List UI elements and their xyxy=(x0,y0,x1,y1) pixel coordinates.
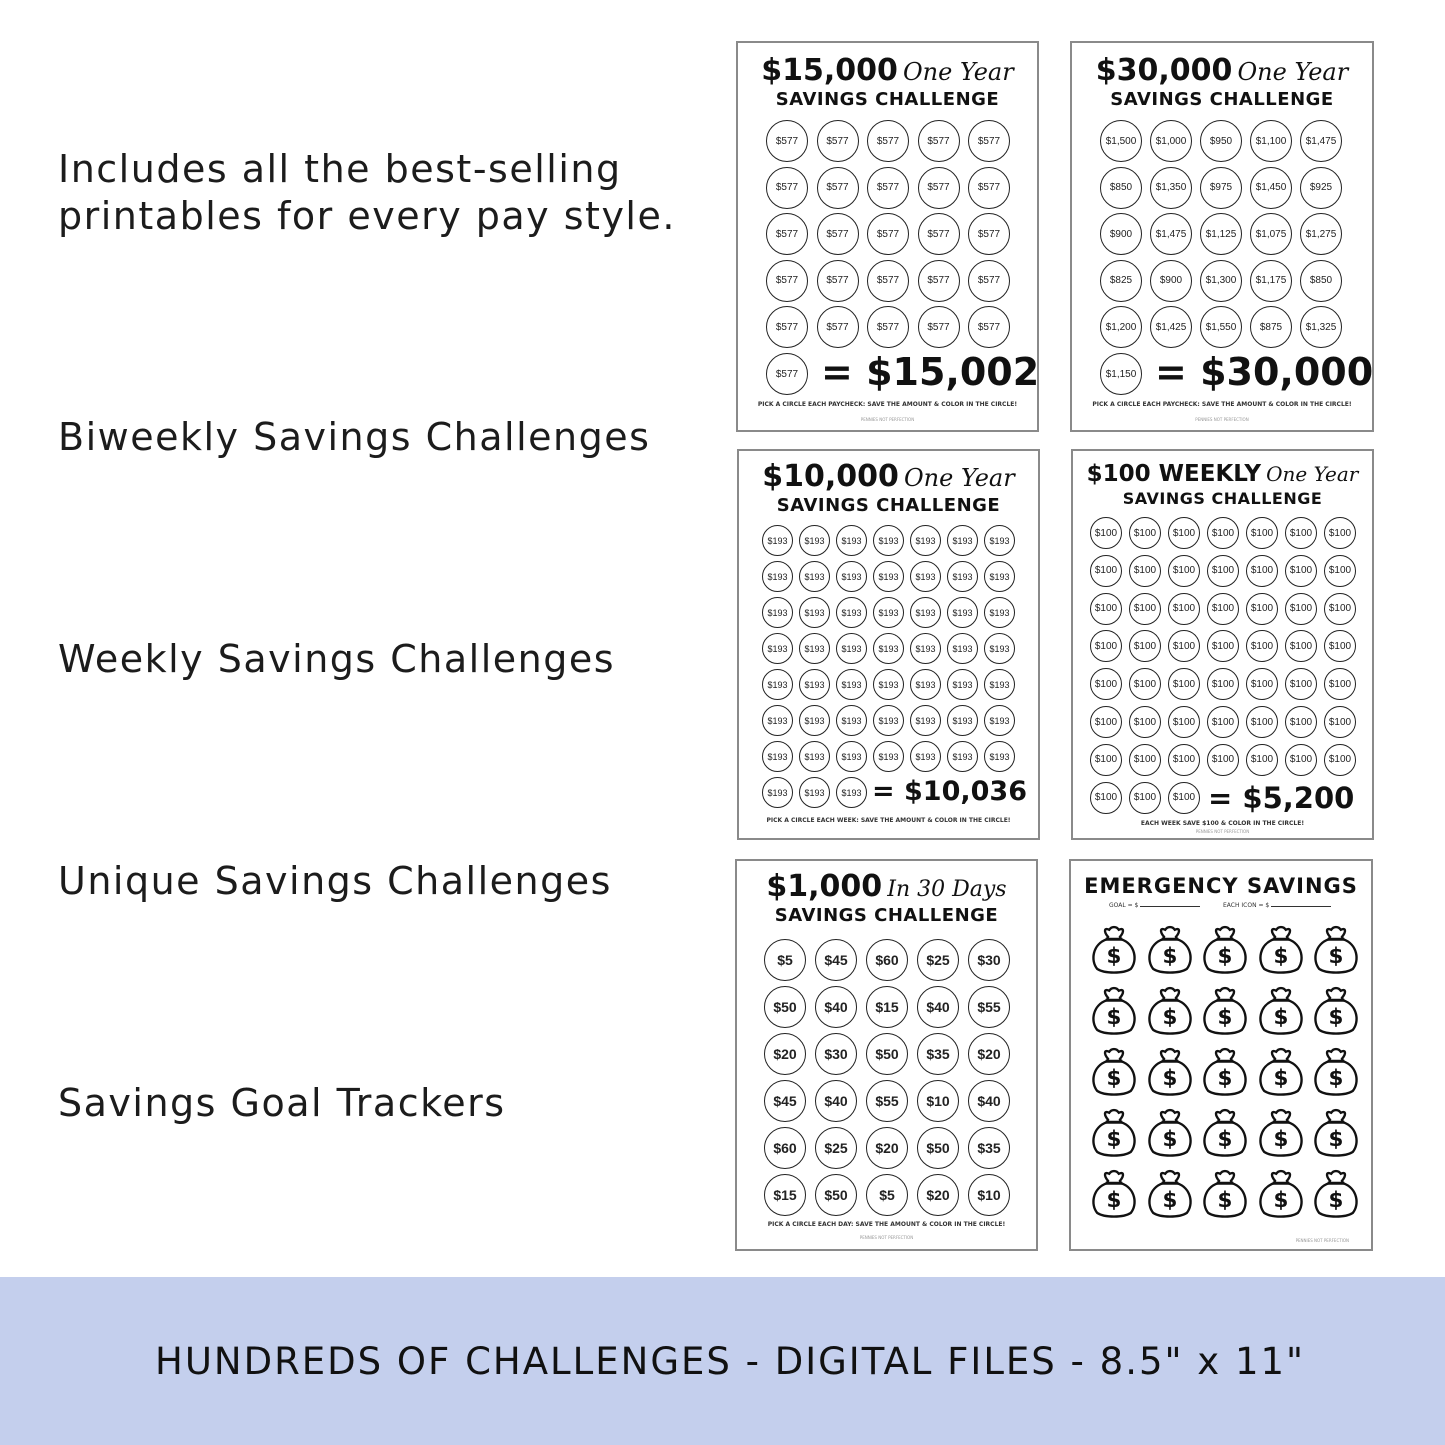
savings-circle: $577 xyxy=(817,260,859,302)
savings-circle: $100 xyxy=(1129,744,1161,776)
card-subtitle: SAVINGS CHALLENGE xyxy=(775,89,1000,110)
money-bag-icon xyxy=(1201,925,1249,975)
card-script: One Year xyxy=(904,464,1015,492)
savings-circle: $850 xyxy=(1100,167,1142,209)
savings-circle: $1,275 xyxy=(1300,213,1342,255)
savings-circle: $193 xyxy=(799,597,830,628)
money-bag-icon xyxy=(1257,1108,1305,1158)
savings-circle: $193 xyxy=(947,525,978,556)
card-footer: PICK A CIRCLE EACH PAYCHECK: SAVE THE AMOUNT & COLOR IN THE CIRCLE! xyxy=(1092,401,1352,408)
savings-circle: $975 xyxy=(1200,167,1242,209)
savings-circle: $100 xyxy=(1090,555,1122,587)
money-bag-icon xyxy=(1146,986,1194,1036)
savings-circle: $193 xyxy=(799,633,830,664)
feature-goal-trackers: Savings Goal Trackers xyxy=(58,1081,506,1125)
money-bag-icon xyxy=(1312,986,1360,1036)
savings-circle: $100 xyxy=(1324,706,1356,738)
money-bag-icon xyxy=(1257,1169,1305,1219)
savings-circle: $100 xyxy=(1090,782,1122,814)
savings-circle: $50 xyxy=(866,1033,908,1075)
savings-circle: $193 xyxy=(873,633,904,664)
savings-circle: $577 xyxy=(968,167,1010,209)
savings-circle: $193 xyxy=(873,597,904,628)
savings-circle: $100 xyxy=(1090,744,1122,776)
savings-circle: $193 xyxy=(984,561,1015,592)
savings-circle: $100 xyxy=(1285,593,1317,625)
card-subtitle: SAVINGS CHALLENGE xyxy=(776,495,1001,516)
savings-circle: $193 xyxy=(799,705,830,736)
card-1000-30-days-challenge xyxy=(735,859,1038,1251)
savings-circle: $30 xyxy=(815,1033,857,1075)
savings-circle: $20 xyxy=(968,1033,1010,1075)
card-title xyxy=(1073,461,1372,487)
card-amount: $10,000 xyxy=(762,459,899,494)
savings-circle: $100 xyxy=(1324,744,1356,776)
money-bag-icon xyxy=(1201,986,1249,1036)
savings-circle: $577 xyxy=(918,213,960,255)
savings-circle: $100 xyxy=(1246,706,1278,738)
savings-circle: $193 xyxy=(836,741,867,772)
savings-circle: $577 xyxy=(867,306,909,348)
svg-text:$: $ xyxy=(1273,944,1288,970)
savings-circle: $60 xyxy=(866,939,908,981)
savings-circle: $100 xyxy=(1090,630,1122,662)
savings-circle: $100 xyxy=(1168,593,1200,625)
savings-circle: $100 xyxy=(1285,517,1317,549)
card-footer: PICK A CIRCLE EACH DAY: SAVE THE AMOUNT & COLOR IN THE CIRCLE! xyxy=(767,1221,1006,1228)
savings-circle: $950 xyxy=(1200,120,1242,162)
money-bag-icon xyxy=(1257,925,1305,975)
savings-circle: $10 xyxy=(917,1080,959,1122)
savings-circle: $100 xyxy=(1246,744,1278,776)
savings-circle: $100 xyxy=(1324,517,1356,549)
savings-circle: $193 xyxy=(910,561,941,592)
savings-circle: $193 xyxy=(947,669,978,700)
savings-circle: $20 xyxy=(917,1174,959,1216)
savings-circle: $577 xyxy=(766,167,808,209)
card-subtitle: SAVINGS CHALLENGE xyxy=(1110,89,1334,110)
savings-circle: $1,450 xyxy=(1250,167,1292,209)
card-brand: PENNIES NOT PERFECTION xyxy=(859,1235,914,1240)
savings-circle: $100 xyxy=(1246,593,1278,625)
savings-circle: $193 xyxy=(762,669,793,700)
savings-circle: $193 xyxy=(836,597,867,628)
svg-text:$: $ xyxy=(1328,1127,1344,1153)
savings-circle: $193 xyxy=(873,525,904,556)
savings-circle: $193 xyxy=(947,633,978,664)
savings-circle: $193 xyxy=(873,669,904,700)
savings-circle: $875 xyxy=(1250,306,1292,348)
savings-circle: $100 xyxy=(1129,630,1161,662)
savings-circle: $100 xyxy=(1129,517,1161,549)
savings-circle: $577 xyxy=(817,167,859,209)
savings-circle: $5 xyxy=(764,939,806,981)
money-bag-icon xyxy=(1312,1047,1360,1097)
card-title xyxy=(1072,53,1372,88)
card-total: = $15,002 xyxy=(821,350,1040,394)
savings-circle: $100 xyxy=(1168,555,1200,587)
savings-circle: $100 xyxy=(1207,593,1239,625)
savings-circle: $40 xyxy=(815,986,857,1028)
card-script: One Year xyxy=(903,58,1014,86)
savings-circle: $193 xyxy=(984,741,1015,772)
savings-circle: $577 xyxy=(817,213,859,255)
card-total: = $10,036 xyxy=(872,776,1027,807)
svg-text:$: $ xyxy=(1217,1127,1233,1153)
card-total: = $5,200 xyxy=(1208,781,1355,815)
savings-circle: $577 xyxy=(968,260,1010,302)
svg-text:$: $ xyxy=(1106,1188,1122,1214)
svg-text:$: $ xyxy=(1217,944,1233,970)
savings-circle: $30 xyxy=(968,939,1010,981)
svg-text:$: $ xyxy=(1162,944,1177,970)
savings-circle: $577 xyxy=(817,120,859,162)
card-amount: $100 WEEKLY xyxy=(1086,461,1261,487)
savings-circle: $100 xyxy=(1285,706,1317,738)
savings-circle: $20 xyxy=(866,1127,908,1169)
card-footer: PICK A CIRCLE EACH WEEK: SAVE THE AMOUNT & COLOR IN THE CIRCLE! xyxy=(766,817,1011,824)
savings-circle: $100 xyxy=(1129,706,1161,738)
money-bag-icon xyxy=(1257,1047,1305,1097)
savings-circle: $577 xyxy=(867,260,909,302)
money-bag-icon xyxy=(1090,925,1138,975)
money-bag-icon xyxy=(1312,1169,1360,1219)
card-subtitle: SAVINGS CHALLENGE xyxy=(774,905,999,926)
savings-circle: $45 xyxy=(764,1080,806,1122)
savings-circle: $1,000 xyxy=(1150,120,1192,162)
savings-circle: $577 xyxy=(918,306,960,348)
savings-circle: $193 xyxy=(984,597,1015,628)
savings-circle: $193 xyxy=(873,741,904,772)
savings-circle: $193 xyxy=(799,741,830,772)
savings-circle: $1,100 xyxy=(1250,120,1292,162)
savings-circle: $100 xyxy=(1129,782,1161,814)
money-bag-icon xyxy=(1090,1047,1138,1097)
svg-text:$: $ xyxy=(1106,944,1122,970)
card-total: = $30,000 xyxy=(1155,350,1374,394)
savings-circle: $193 xyxy=(762,561,793,592)
svg-text:$: $ xyxy=(1217,1066,1233,1092)
savings-circle: $193 xyxy=(836,633,867,664)
money-bag-icon xyxy=(1146,1047,1194,1097)
money-bag-icon xyxy=(1146,1108,1194,1158)
savings-circle: $1,200 xyxy=(1100,306,1142,348)
savings-circle: $100 xyxy=(1285,668,1317,700)
savings-circle: $100 xyxy=(1168,744,1200,776)
savings-circle: $1,300 xyxy=(1200,260,1242,302)
savings-circle: $40 xyxy=(815,1080,857,1122)
savings-circle: $193 xyxy=(984,669,1015,700)
savings-circle: $193 xyxy=(984,525,1015,556)
savings-circle: $193 xyxy=(910,633,941,664)
card-script: One Year xyxy=(1237,58,1349,86)
savings-circle: $193 xyxy=(984,633,1015,664)
goal-label-text: GOAL = $ xyxy=(1109,902,1139,909)
savings-circle: $577 xyxy=(968,306,1010,348)
money-bag-icon xyxy=(1090,1169,1138,1219)
savings-circle: $100 xyxy=(1207,630,1239,662)
svg-text:$: $ xyxy=(1217,1188,1233,1214)
card-emergency-savings-tracker xyxy=(1069,859,1373,1251)
svg-text:$: $ xyxy=(1162,1188,1177,1214)
savings-circle: $193 xyxy=(910,597,941,628)
savings-circle: $193 xyxy=(873,561,904,592)
savings-circle: $193 xyxy=(947,741,978,772)
savings-circle: $100 xyxy=(1324,668,1356,700)
savings-circle: $193 xyxy=(836,525,867,556)
svg-text:$: $ xyxy=(1162,1127,1177,1153)
savings-circle: $20 xyxy=(764,1033,806,1075)
svg-text:$: $ xyxy=(1328,1066,1344,1092)
savings-circle: $1,175 xyxy=(1250,260,1292,302)
card-10000-challenge xyxy=(737,449,1040,840)
card-brand: PENNIES NOT PERFECTION xyxy=(1295,1238,1349,1243)
savings-circle: $50 xyxy=(764,986,806,1028)
card-brand: PENNIES NOT PERFECTION xyxy=(860,417,915,422)
savings-circle: $100 xyxy=(1168,782,1200,814)
card-brand: PENNIES NOT PERFECTION xyxy=(1195,417,1249,422)
savings-circle: $193 xyxy=(836,669,867,700)
savings-circle: $193 xyxy=(799,777,830,808)
savings-circle: $35 xyxy=(917,1033,959,1075)
savings-circle: $45 xyxy=(815,939,857,981)
savings-circle: $35 xyxy=(968,1127,1010,1169)
savings-circle: $1,075 xyxy=(1250,213,1292,255)
savings-circle: $40 xyxy=(968,1080,1010,1122)
card-title xyxy=(737,869,1036,904)
savings-circle: $100 xyxy=(1090,593,1122,625)
svg-text:$: $ xyxy=(1106,1005,1122,1031)
savings-circle: $100 xyxy=(1168,630,1200,662)
money-bag-icon xyxy=(1090,986,1138,1036)
savings-circle: $577 xyxy=(918,167,960,209)
money-bag-icon xyxy=(1257,986,1305,1036)
savings-circle: $15 xyxy=(866,986,908,1028)
savings-circle: $193 xyxy=(947,705,978,736)
savings-circle: $193 xyxy=(762,777,793,808)
savings-circle: $193 xyxy=(799,525,830,556)
savings-circle: $100 xyxy=(1207,706,1239,738)
savings-circle: $25 xyxy=(917,939,959,981)
svg-text:$: $ xyxy=(1328,944,1344,970)
savings-circle: $577 xyxy=(918,120,960,162)
svg-text:$: $ xyxy=(1273,1127,1288,1153)
svg-text:$: $ xyxy=(1273,1066,1288,1092)
savings-circle: $193 xyxy=(762,525,793,556)
savings-circle: $193 xyxy=(910,741,941,772)
savings-circle: $55 xyxy=(968,986,1010,1028)
savings-circle: $100 xyxy=(1207,668,1239,700)
card-15000-challenge xyxy=(736,41,1039,432)
card-title xyxy=(739,459,1038,494)
card-subtitle: SAVINGS CHALLENGE xyxy=(1122,489,1323,508)
savings-circle: $100 xyxy=(1129,593,1161,625)
feature-biweekly: Biweekly Savings Challenges xyxy=(58,415,651,459)
svg-text:$: $ xyxy=(1217,1005,1233,1031)
savings-circle: $100 xyxy=(1129,555,1161,587)
card-100-weekly-challenge xyxy=(1071,449,1374,840)
svg-text:$: $ xyxy=(1162,1066,1177,1092)
savings-circle: $55 xyxy=(866,1080,908,1122)
savings-circle: $193 xyxy=(873,705,904,736)
card-amount: $15,000 xyxy=(761,53,898,88)
savings-circle: $577 xyxy=(867,120,909,162)
savings-circle: $100 xyxy=(1090,668,1122,700)
savings-circle: $850 xyxy=(1300,260,1342,302)
savings-circle: $193 xyxy=(762,633,793,664)
savings-circle: $100 xyxy=(1285,744,1317,776)
savings-circle: $100 xyxy=(1324,555,1356,587)
money-bag-icon xyxy=(1146,925,1194,975)
savings-circle: $100 xyxy=(1246,668,1278,700)
icon-value-label-text: EACH ICON = $ xyxy=(1223,902,1270,909)
savings-circle: $577 xyxy=(766,260,808,302)
savings-circle: $100 xyxy=(1090,517,1122,549)
savings-circle: $577 xyxy=(817,306,859,348)
savings-circle: $577 xyxy=(766,306,808,348)
savings-circle: $193 xyxy=(836,777,867,808)
savings-circle: $577 xyxy=(766,213,808,255)
savings-circle: $193 xyxy=(836,561,867,592)
savings-circle: $100 xyxy=(1090,706,1122,738)
savings-circle: $100 xyxy=(1285,630,1317,662)
goal-label xyxy=(1109,902,1200,909)
savings-circle: $100 xyxy=(1285,555,1317,587)
savings-circle: $193 xyxy=(947,561,978,592)
svg-text:$: $ xyxy=(1328,1005,1344,1031)
card-script: In 30 Days xyxy=(887,877,1007,902)
savings-circle: $100 xyxy=(1168,668,1200,700)
savings-circle: $193 xyxy=(762,741,793,772)
savings-circle: $193 xyxy=(799,669,830,700)
savings-circle: $577 xyxy=(766,120,808,162)
savings-circle: $100 xyxy=(1168,706,1200,738)
savings-circle: $1,500 xyxy=(1100,120,1142,162)
feature-headline-line1: Includes all the best-selling xyxy=(58,147,622,191)
savings-circle: $193 xyxy=(799,561,830,592)
svg-text:$: $ xyxy=(1162,1005,1177,1031)
savings-circle: $100 xyxy=(1207,517,1239,549)
savings-circle: $577 xyxy=(766,353,808,395)
savings-circle: $577 xyxy=(867,213,909,255)
feature-headline-line2: printables for every pay style. xyxy=(58,194,676,238)
money-bag-icon xyxy=(1201,1047,1249,1097)
card-title: EMERGENCY SAVINGS xyxy=(1084,874,1358,898)
savings-circle: $193 xyxy=(947,597,978,628)
savings-circle: $1,150 xyxy=(1100,353,1142,395)
feature-unique: Unique Savings Challenges xyxy=(58,859,612,903)
savings-circle: $10 xyxy=(968,1174,1010,1216)
savings-circle: $50 xyxy=(815,1174,857,1216)
svg-text:$: $ xyxy=(1273,1005,1288,1031)
savings-circle: $193 xyxy=(762,705,793,736)
feature-weekly: Weekly Savings Challenges xyxy=(58,637,616,681)
savings-circle: $100 xyxy=(1129,668,1161,700)
savings-circle: $1,425 xyxy=(1150,306,1192,348)
money-bag-icon xyxy=(1312,1108,1360,1158)
money-bag-icon xyxy=(1090,1108,1138,1158)
savings-circle: $50 xyxy=(917,1127,959,1169)
card-script: One Year xyxy=(1266,462,1359,486)
savings-circle: $193 xyxy=(910,705,941,736)
savings-circle: $100 xyxy=(1168,517,1200,549)
savings-circle: $40 xyxy=(917,986,959,1028)
savings-circle: $100 xyxy=(1324,630,1356,662)
card-amount: $1,000 xyxy=(766,869,883,904)
card-footer: EACH WEEK SAVE $100 & COLOR IN THE CIRCLE! xyxy=(1140,820,1305,827)
savings-circle: $193 xyxy=(984,705,1015,736)
icon-value-label xyxy=(1223,902,1331,909)
money-bag-icon xyxy=(1146,1169,1194,1219)
banner-text: HUNDREDS OF CHALLENGES - DIGITAL FILES - 8.5" x 11" xyxy=(155,1340,1306,1383)
savings-circle: $100 xyxy=(1246,517,1278,549)
savings-circle: $577 xyxy=(968,120,1010,162)
savings-circle: $1,325 xyxy=(1300,306,1342,348)
savings-circle: $577 xyxy=(918,260,960,302)
savings-circle: $15 xyxy=(764,1174,806,1216)
savings-circle: $5 xyxy=(866,1174,908,1216)
savings-circle: $1,475 xyxy=(1300,120,1342,162)
savings-circle: $1,125 xyxy=(1200,213,1242,255)
savings-circle: $25 xyxy=(815,1127,857,1169)
savings-circle: $1,550 xyxy=(1200,306,1242,348)
card-brand: PENNIES NOT PERFECTION xyxy=(1195,829,1250,834)
savings-circle: $1,475 xyxy=(1150,213,1192,255)
money-bag-icon xyxy=(1312,925,1360,975)
savings-circle: $900 xyxy=(1100,213,1142,255)
savings-circle: $900 xyxy=(1150,260,1192,302)
savings-circle: $100 xyxy=(1207,744,1239,776)
savings-circle: $100 xyxy=(1324,593,1356,625)
card-title xyxy=(738,53,1037,88)
savings-circle: $925 xyxy=(1300,167,1342,209)
card-30000-challenge xyxy=(1070,41,1374,432)
savings-circle: $577 xyxy=(867,167,909,209)
svg-text:$: $ xyxy=(1106,1066,1122,1092)
savings-circle: $193 xyxy=(910,525,941,556)
savings-circle: $193 xyxy=(836,705,867,736)
savings-circle: $825 xyxy=(1100,260,1142,302)
card-footer: PICK A CIRCLE EACH PAYCHECK: SAVE THE AMOUNT & COLOR IN THE CIRCLE! xyxy=(757,401,1018,408)
card-amount: $30,000 xyxy=(1095,53,1233,88)
savings-circle: $60 xyxy=(764,1127,806,1169)
savings-circle: $193 xyxy=(762,597,793,628)
money-bag-icon xyxy=(1201,1169,1249,1219)
money-bag-icon xyxy=(1201,1108,1249,1158)
savings-circle: $100 xyxy=(1246,555,1278,587)
svg-text:$: $ xyxy=(1273,1188,1288,1214)
savings-circle: $100 xyxy=(1246,630,1278,662)
savings-circle: $577 xyxy=(968,213,1010,255)
savings-circle: $193 xyxy=(910,669,941,700)
savings-circle: $1,350 xyxy=(1150,167,1192,209)
svg-text:$: $ xyxy=(1328,1188,1344,1214)
svg-text:$: $ xyxy=(1106,1127,1122,1153)
savings-circle: $100 xyxy=(1207,555,1239,587)
